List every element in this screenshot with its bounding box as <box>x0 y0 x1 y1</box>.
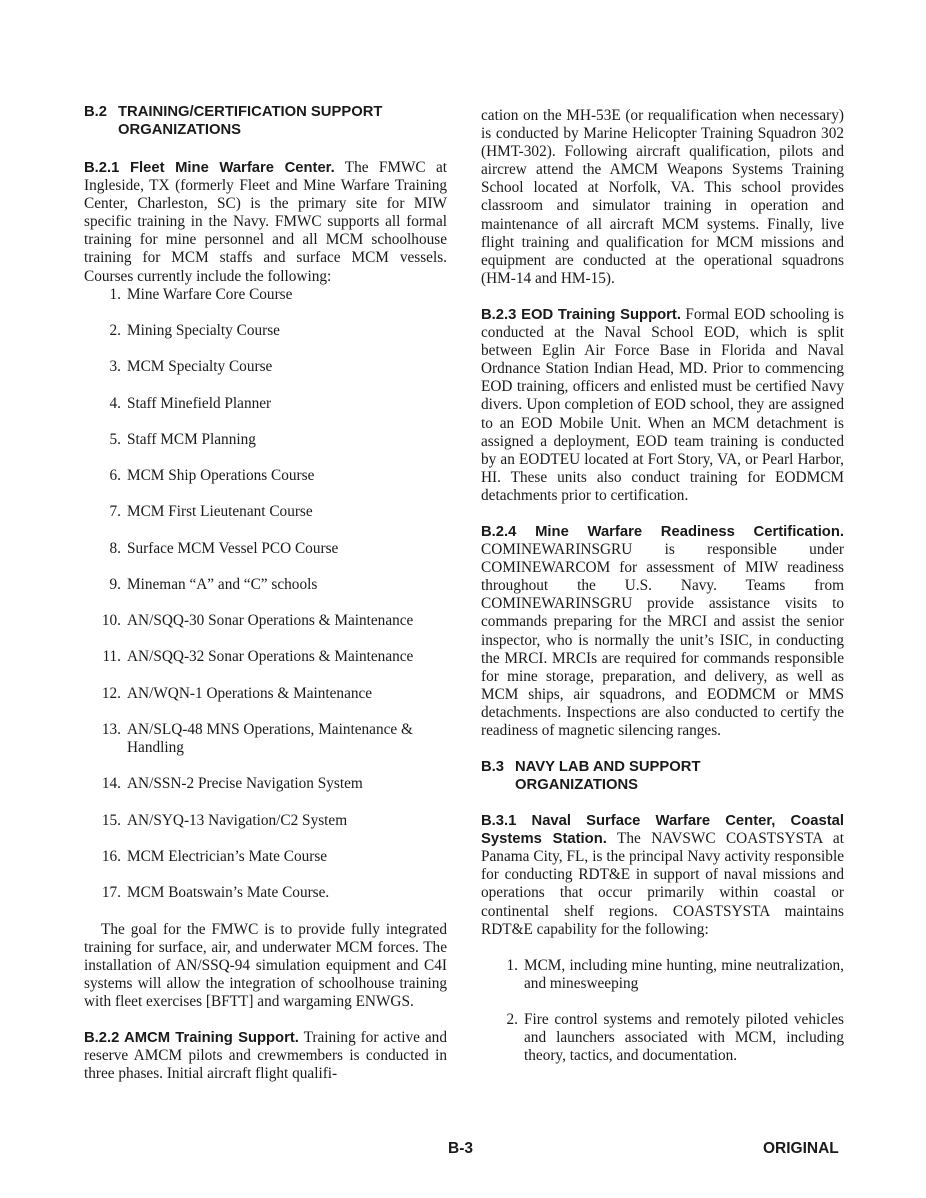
paragraph-body: Formal EOD schooling is conducted at the Naval School EOD, which is split between Eglin Air Force Base in Florida and Naval Ordnance Station Indian Head, MD. Prior to commencing EOD training, officers and enlisted must be certified Navy divers. Upon completion of EOD school, they are assigned to an EOD Mobile Unit. When an MCM detachment is assigned a deployment, EOD team training is conducted by an EODTEU located at Fort Story, VA, or Pearl Harbor, HI. These units also conduct training for EODMCM detachments prior to certification. <box>481 305 844 504</box>
course-list <box>84 286 447 903</box>
section-title: TRAINING/CERTIFICATION SUPPORT ORGANIZATIONS <box>118 104 383 138</box>
section-title: NAVY LAB AND SUPPORT ORGANIZATIONS <box>515 759 701 794</box>
subsection-heading-b23: B.2.3 EOD Training Support. <box>481 306 681 323</box>
subsection-heading-b31: B.3.1 Naval Surface Warfare Center, Coastal Systems Station. <box>481 813 844 848</box>
paragraph-b31 <box>481 812 844 939</box>
right-column <box>481 103 844 1083</box>
list-item: 17. MCM Boatswain’s Mate Course. <box>101 884 330 902</box>
paragraph-b23 <box>481 306 844 505</box>
list-item: 7. MCM First Lieutenant Course <box>109 503 313 521</box>
list-item: 13. AN/SLQ-48 MNS Operations, Maintenance & Handling <box>101 721 413 757</box>
list-item: 11. AN/SQQ-32 Sonar Operations & Maintenance <box>102 648 414 666</box>
paragraph-b22 <box>84 1029 447 1083</box>
left-column <box>84 103 447 1083</box>
paragraph-b24 <box>481 523 844 740</box>
list-item: 15. AN/SYQ-13 Navigation/C2 System <box>101 811 348 829</box>
paragraph-b21 <box>84 159 447 286</box>
subsection-heading-b22: B.2.2 AMCM Training Support. <box>84 1030 299 1046</box>
list-item: 14. AN/SSN-2 Precise Navigation System <box>101 775 363 793</box>
list-item: 2. Fire control systems and remotely piloted vehicles and launchers associated with MCM, including theory, tactics, and documentation. <box>506 1010 844 1065</box>
paragraph-body: Training for active and reserve AMCM pilots and crewmembers is conducted in three phases. Initial aircraft flight qualifi- <box>84 1029 447 1083</box>
paragraph-body: The FMWC at Ingleside, TX (formerly Fleet and Mine Warfare Training Center, Charleston, SC) is the primary site for MIW specific training in the Navy. FMWC supports all formal training for mine personnel and all MCM schoolhouse training for MCM staffs and surface MCM vessels. Courses currently include the following: <box>84 159 447 285</box>
section-number: B.2 <box>84 104 108 120</box>
goal-paragraph: The goal for the FMWC is to provide fully integrated training for surface, air, and underwater MCM forces. The installation of AN/SSQ-94 simulation equipment and C4I systems will allow the integration of schoolhouse training with fleet exercises [BFTT] and wargaming ENWGS. <box>84 920 447 1010</box>
list-item: 5. Staff MCM Planning <box>109 430 256 448</box>
list-item: 4. Staff Minefield Planner <box>109 394 272 412</box>
list-item: 10. AN/SQQ-30 Sonar Operations & Maintenance <box>101 612 414 630</box>
capability-list <box>481 957 844 1065</box>
list-item: 12. AN/WQN-1 Operations & Maintenance <box>101 684 373 702</box>
section-heading-b3 <box>481 758 844 794</box>
document-status: ORIGINAL <box>763 1140 839 1157</box>
list-item: 2. Mining Specialty Course <box>109 321 280 339</box>
list-item: 16. MCM Electrician’s Mate Course <box>101 847 328 865</box>
paragraph-body: The NAVSWC COASTSYSTA at Panama City, FL, is the principal Navy activity responsible for conducting RDT&E in support of naval missions and operations that occur primarily within coastal or continental shelf regions. COASTSYSTA maintains RDT&E capability for the following: <box>481 830 844 938</box>
section-number: B.3 <box>481 759 505 776</box>
list-item: 8. Surface MCM Vessel PCO Course <box>109 539 339 557</box>
section-heading-b2 <box>84 103 447 139</box>
subsection-heading-b21: B.2.1 Fleet Mine Warfare Center. <box>84 160 335 176</box>
list-item: 1. MCM, including mine hunting, mine neutralization, and minesweeping <box>506 956 844 992</box>
paragraph-b22-continued: cation on the MH-53E (or requalification when necessary) is conducted by Marine Helicopter Training Squadron 302 (HMT-302). Following aircraft qualification, pilots and aircrew attend the AMCM Weapons Systems Training School located at Norfolk, VA. This school provides classroom and simulator training in operation and maintenance of all aircraft MCM systems. Finally, live flight training and qualification for MCM missions and equipment are conducted at the operational squadrons (HM-14 and HM-15). <box>481 107 844 287</box>
page-number: B-3 <box>448 1140 473 1157</box>
subsection-heading-b24: B.2.4 Mine Warfare Readiness Certification. <box>481 523 844 540</box>
list-item: 1. Mine Warfare Core Course <box>109 285 293 303</box>
list-item: 6. MCM Ship Operations Course <box>109 467 315 485</box>
list-item: 9. Mineman “A” and “C” schools <box>109 575 318 593</box>
paragraph-body: COMINEWARINSGRU is responsible under COMINEWARCOM for assessment of MIW readiness throughout the U.S. Navy. Teams from COMINEWARINSGRU provide assistance visits to commands preparing for the MRCI and assist the senior inspector, who is normally the unit’s ISIC, in conducting the MRCI. MRCIs are required for commands responsible for mine storage, preparation, and delivery, as well as MCM ships, air squadrons, and EODMCM or MMS detachments. Inspections are also conducted to certify the readiness of magnetic silencing ranges. <box>481 541 844 739</box>
list-item: 3. MCM Specialty Course <box>109 358 273 376</box>
